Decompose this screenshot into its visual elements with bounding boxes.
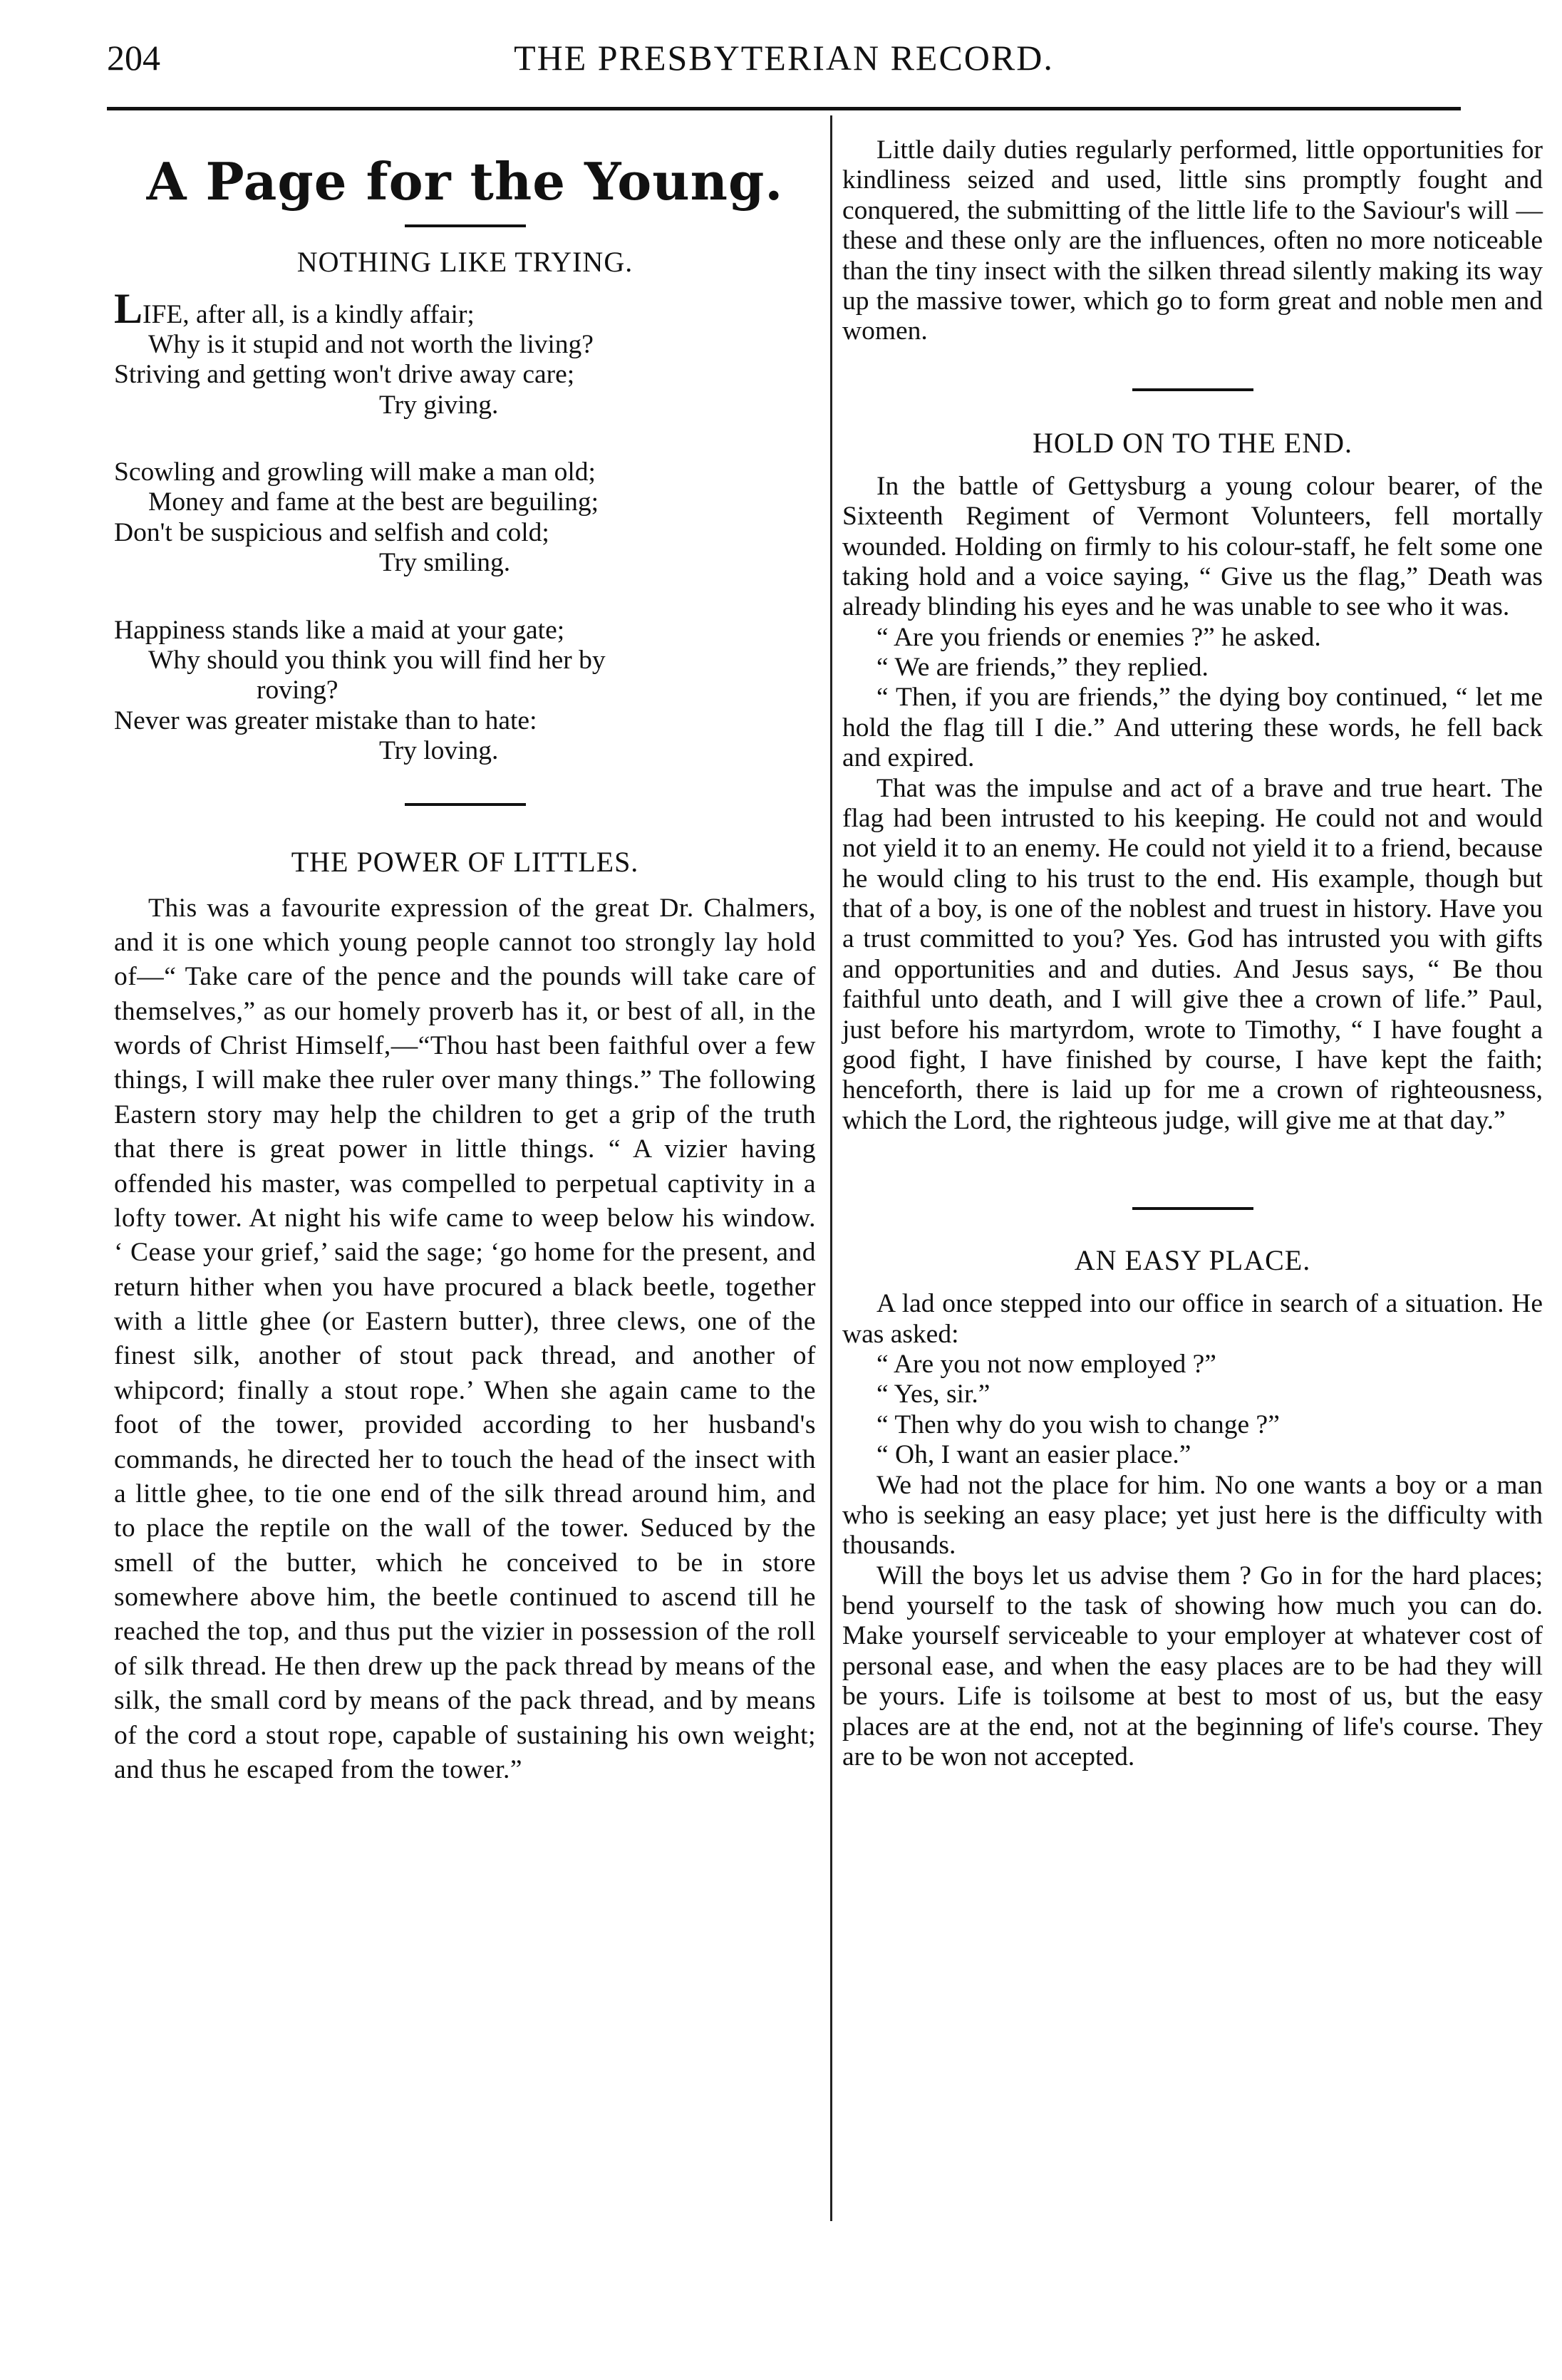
poem-line: Scowling and growling will make a man old;: [114, 457, 596, 487]
hold-on-paragraph: In the battle of Gettysburg a young colour bearer, of the Sixteenth Regiment of Vermont Volunteers, fell mortally wounded. Holding on firmly to his colour-staff, he felt some one taking hold and a voice saying, “ Give us the flag,” Death was already blinding his eyes and he was unable to see who it was.: [842, 471, 1543, 622]
poem-line: Why should you think you will find her by: [148, 645, 606, 675]
poem-stanza-2: [114, 457, 816, 579]
hold-on-paragraph: “ Are you friends or enemies ?” he asked.: [876, 622, 1321, 652]
left-column: [114, 135, 816, 1787]
right-column: [842, 135, 1543, 1772]
easy-place-paragraph: “ Yes, sir.”: [876, 1380, 991, 1409]
poem-stanza-1: [114, 284, 816, 421]
easy-place-paragraph: We had not the place for him. No one wants a boy or a man who is seeking an easy place; yet just here is the difficulty with thousands.: [842, 1470, 1543, 1561]
poem-line: Try loving.: [379, 736, 499, 766]
poem-line: Try smiling.: [379, 548, 511, 578]
header-rule: [107, 107, 1461, 110]
poem-line: Striving and getting won't drive away care;: [114, 360, 575, 390]
running-title: THE PRESBYTERIAN RECORD.: [514, 38, 1054, 78]
poem-line: LIFE, after all, is a kindly affair;: [114, 284, 475, 332]
poem-title: NOTHING LIKE TRYING.: [296, 246, 633, 279]
easy-place-paragraph: A lad once stepped into our office in search of a situation. He was asked:: [842, 1289, 1543, 1349]
drop-cap: L: [114, 284, 143, 332]
hold-on-title: HOLD ON TO THE END.: [1033, 426, 1352, 459]
intro-paragraph: Little daily duties regularly performed, little opportunities for kindliness seized and used, little sins promptly fought and conquered, the submitting of the little life to the Saviour's will —these and these only are the influences, often no more noticeable than the tiny insect with the silken thread silently making its way up the massive tower, which go to form great and noble men and women.: [842, 135, 1543, 346]
easy-place-paragraph: “ Oh, I want an easier place.”: [876, 1440, 1191, 1470]
section-rule: [405, 803, 526, 806]
section-rule: [1132, 388, 1253, 391]
easy-place-paragraph: Will the boys let us advise them ? Go in for the hard places; bend yourself to the task of showing how much you can do. Make yourself serviceable to your employer at whatever cost of personal ease, and when the easy places are to be had they will be yours. Life is toilsome at best to most of us, but the easy places are at the end, not at the beginning of life's course. They are to be won not accepted.: [842, 1561, 1543, 1771]
easy-place-paragraph: “ Are you not now employed ?”: [876, 1350, 1216, 1379]
article-paragraph: This was a favourite expression of the great Dr. Chalmers, and it is one which young people cannot too strongly lay hold of—“ Take care of the pence and the pounds will take care of themselves,” as our homely proverb has it, or best of all, in the words of Christ Himself,—“Thou hast been faithful over a few things, I will make thee ruler over many things.” The following Eastern story may help the children to get a grip of the truth that there is great power in little things. “ A vizier having offended his master, was compelled to perpetual captivity in a lofty tower. At night his wife came to weep below his window. ‘ Cease your grief,’ said the sage; ‘go home for the present, and return hither when you have procured a black beetle, together with a little ghee (or Eastern butter), three clews, one of the finest silk, another of stout pack thread, and another of whipcord; finally a stout rope.’ When she again came to the foot of the tower, provided according to her husband's commands, he directed her to touch the head of the insect with a little ghee, to tie one end of the silk thread around him, and to place the reptile on the wall of the tower. Seduced by the smell of the butter, which he conceived to be in store somewhere above him, the beetle continued to ascend till he reached the top, and thus put the vizier in possession of the roll of silk thread. He then drew up the pack thread by means of the silk, the small cord by means of the pack thread, and by means of the cord a stout rope, capable of sustaining his own weight; and thus he escaped from the tower.”: [114, 893, 816, 1784]
hold-on-paragraph: “ We are friends,” they replied.: [876, 653, 1209, 683]
page-number: 204: [107, 38, 160, 78]
poem-line: Why is it stupid and not worth the living?: [148, 329, 594, 359]
easy-place-paragraph: “ Then why do you wish to change ?”: [876, 1409, 1280, 1439]
column-rule: [830, 115, 832, 2221]
hold-on-paragraph: That was the impulse and act of a brave and true heart. The flag had been intrusted to his keeping. He could not and would not yield it to an enemy. He could not yield it to a friend, because he would cling to his trust to the end. His example, though but that of a boy, is one of the noblest and truest in history. Have you a trust committed to you? Yes. God has intrusted you with gifts and opportunities and and duties. And Jesus says, “ Be thou faithful unto death, and I will give thee a crown of life.” Paul, just before his martyrdom, wrote to Timothy, “ I have fought a good fight, I have finished by course, I have kept the faith; henceforth, there is laid up for me a crown of righteousness, which the Lord, the righteous judge, will give me at that day.”: [842, 773, 1543, 1135]
poem-line: Money and fame at the best are beguiling;: [148, 487, 599, 517]
article-title: THE POWER OF LITTLES.: [291, 846, 639, 879]
masthead-rule: [405, 224, 526, 227]
section-masthead: A Page for the Young.: [146, 151, 784, 212]
page-header: [107, 21, 1461, 93]
poem-line: roving?: [257, 676, 338, 705]
poem-line: Never was greater mistake than to hate:: [114, 705, 537, 735]
easy-place-title: AN EASY PLACE.: [1074, 1244, 1311, 1277]
poem-line: Try giving.: [379, 390, 499, 420]
poem-line: Don't be suspicious and selfish and cold;: [114, 517, 549, 547]
poem-line: Happiness stands like a maid at your gate;: [114, 615, 565, 645]
section-rule: [1132, 1207, 1253, 1210]
hold-on-paragraph: “ Then, if you are friends,” the dying boy continued, “ let me hold the flag till I die.” And uttering these words, he fell back and expired.: [842, 683, 1543, 773]
poem-stanza-3: [114, 616, 816, 767]
